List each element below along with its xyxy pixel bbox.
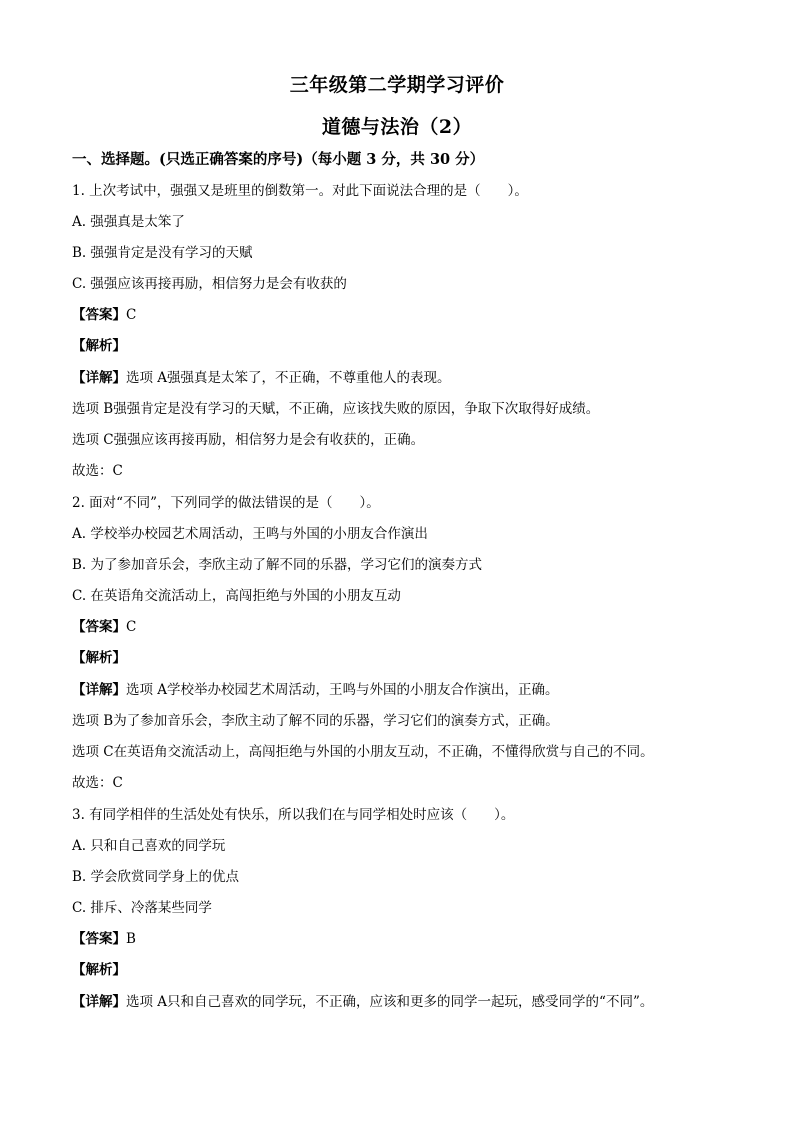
detail-line (72, 680, 559, 700)
section-heading: 一、选择题。(只选正确答案的序号)（每小题 3 分，共 30 分） (72, 151, 485, 168)
analysis-label: 【解析】 (72, 962, 126, 978)
detail-line (72, 368, 451, 388)
detail-text: 选项 C强强应该再接再励，相信努力是会有收获的，正确。 (72, 432, 425, 448)
question-stem: 3. 有同学相伴的生活处处有快乐，所以我们在与同学相处时应该（ ）。 (72, 807, 515, 823)
option-item: C. 在英语角交流活动上，高闯拒绝与外国的小朋友互动 (72, 588, 401, 604)
detail-text: 选项 A只和自己喜欢的同学玩，不正确，应该和更多的同学一起玩，感受同学的“不同”。 (126, 994, 654, 1010)
option-item: C. 强强应该再接再励，相信努力是会有收获的 (72, 276, 347, 292)
detail-label: 【详解】 (72, 994, 126, 1010)
document-title: 三年级第二学期学习评价 (289, 74, 505, 96)
detail-line (72, 992, 653, 1012)
answer-line (72, 305, 136, 325)
answer-value: C (126, 307, 137, 323)
question-stem: 2. 面对“不同”，下列同学的做法错误的是（ ）。 (72, 495, 380, 511)
option-item: B. 学会欣赏同学身上的优点 (72, 869, 240, 885)
analysis-label: 【解析】 (72, 338, 126, 354)
answer-line (72, 617, 136, 637)
conclusion-text: 故选：C (72, 775, 123, 791)
detail-label: 【详解】 (72, 370, 126, 386)
option-item: A. 只和自己喜欢的同学玩 (72, 838, 226, 854)
answer-label: 【答案】 (72, 307, 126, 323)
conclusion-text: 故选：C (72, 463, 123, 479)
detail-text: 选项 C在英语角交流活动上，高闯拒绝与外国的小朋友互动，不正确，不懂得欣赏与自己的不同。 (72, 744, 654, 760)
detail-text: 选项 B为了参加音乐会，李欣主动了解不同的乐器，学习它们的演奏方式，正确。 (72, 713, 559, 729)
option-item: A. 学校举办校园艺术周活动，王鸣与外国的小朋友合作演出 (72, 526, 428, 542)
option-item: C. 排斥、冷落某些同学 (72, 900, 212, 916)
option-item: A. 强强真是太笨了 (72, 214, 185, 230)
document-subtitle: 道德与法治（2） (321, 116, 473, 138)
detail-text: 选项 A强强真是太笨了，不正确，不尊重他人的表现。 (126, 370, 451, 386)
detail-text: 选项 A学校举办校园艺术周活动，王鸣与外国的小朋友合作演出，正确。 (126, 682, 559, 698)
detail-label: 【详解】 (72, 682, 126, 698)
answer-line (72, 929, 136, 949)
answer-value: C (126, 619, 137, 635)
option-item: B. 为了参加音乐会，李欣主动了解不同的乐器，学习它们的演奏方式 (72, 557, 483, 573)
answer-value: B (126, 931, 136, 947)
question-stem: 1. 上次考试中，强强又是班里的倒数第一。对此下面说法合理的是（ ）。 (72, 183, 528, 199)
answer-label: 【答案】 (72, 619, 126, 635)
option-item: B. 强强肯定是没有学习的天赋 (72, 245, 253, 261)
answer-label: 【答案】 (72, 931, 126, 947)
detail-text: 选项 B强强肯定是没有学习的天赋，不正确，应该找失败的原因，争取下次取得好成绩。 (72, 401, 600, 417)
analysis-label: 【解析】 (72, 650, 126, 666)
